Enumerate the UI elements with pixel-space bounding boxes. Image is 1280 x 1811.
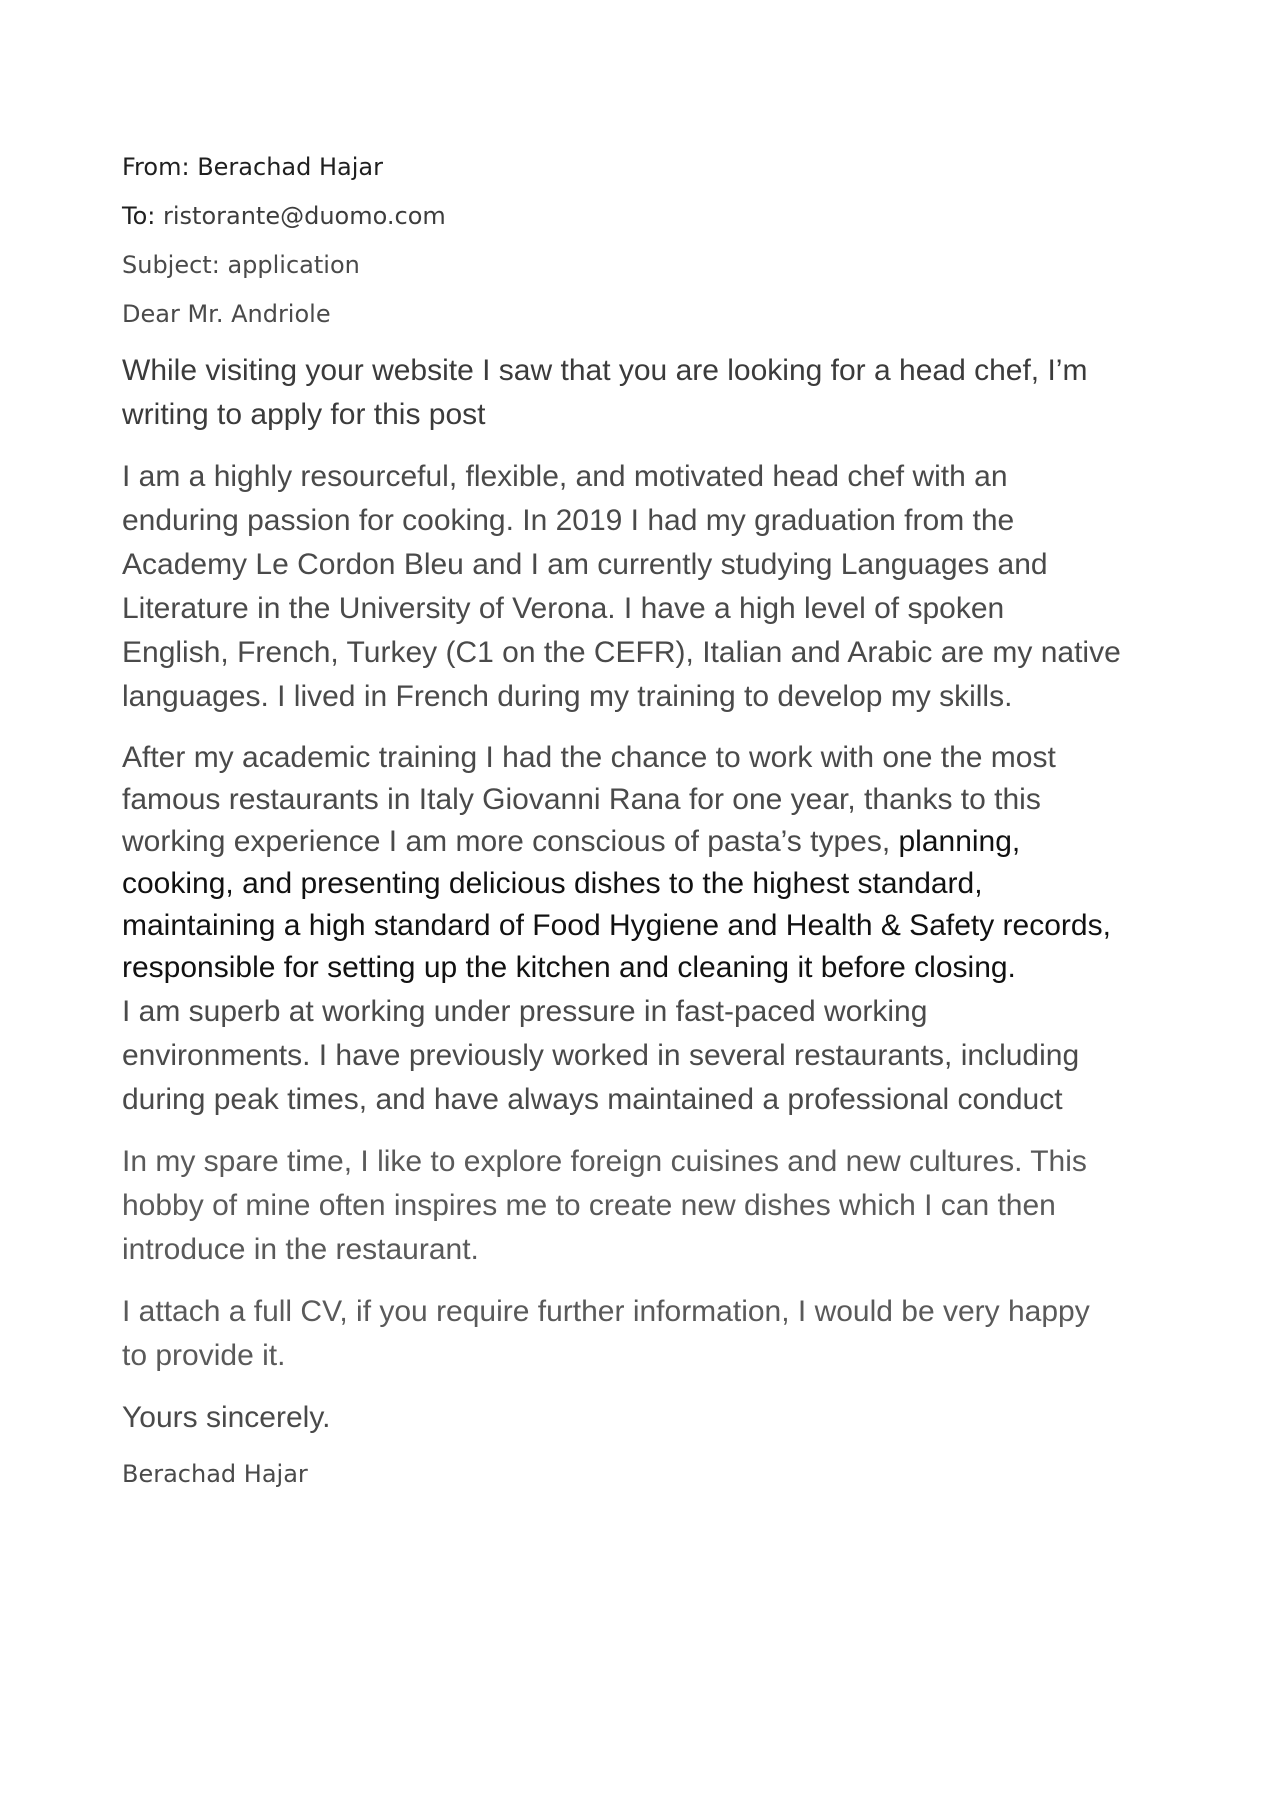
subject-line — [122, 250, 360, 280]
to-label: To: — [122, 202, 156, 230]
text-line: I attach a full CV, if you require further information, I would be very happy — [122, 1295, 1090, 1328]
paragraph-experience — [122, 737, 1202, 989]
text-line: Academy Le Cordon Bleu and I am currently studying Languages and — [122, 548, 1048, 581]
text-line: environments. I have previously worked in several restaurants, including — [122, 1039, 1080, 1072]
to-email: ristorante@duomo.com — [163, 202, 446, 230]
salutation: Dear Mr. Andriole — [122, 300, 331, 328]
text-line: Yours sincerely. — [122, 1401, 331, 1434]
paragraph-background — [122, 455, 1202, 719]
from-label: From: — [122, 153, 190, 181]
from-name: Berachad Hajar — [197, 153, 383, 181]
text-line: cooking, and presenting delicious dishes to the highest standard, — [122, 867, 983, 900]
text-segment-dark: planning, — [890, 825, 1021, 858]
text-line: In my spare time, I like to explore foreign cuisines and new cultures. This — [122, 1145, 1087, 1178]
text-line: I am superb at working under pressure in fast-paced working — [122, 995, 928, 1028]
text-line: during peak times, and have always maintained a professional conduct — [122, 1083, 1063, 1116]
text-line: hobby of mine often inspires me to create new dishes which I can then — [122, 1189, 1056, 1222]
text-line: writing to apply for this post — [122, 398, 486, 431]
paragraph-hobby — [122, 1140, 1202, 1272]
text-segment: working experience I am more conscious of pasta’s types, — [122, 825, 891, 858]
text-line: enduring passion for cooking. In 2019 I had my graduation from the — [122, 504, 1015, 537]
text-line: to provide it. — [122, 1339, 286, 1372]
signature: Berachad Hajar — [122, 1460, 308, 1488]
text-line: After my academic training I had the chance to work with one the most — [122, 741, 1056, 774]
paragraph-attachment — [122, 1290, 1202, 1378]
text-line: English, French, Turkey (C1 on the CEFR), Italian and Arabic are my native — [122, 636, 1121, 669]
text-line: introduce in the restaurant. — [122, 1233, 479, 1266]
text-line: I am a highly resourceful, flexible, and motivated head chef with an — [122, 460, 1008, 493]
closing — [122, 1396, 1202, 1440]
text-line: famous restaurants in Italy Giovanni Rana for one year, thanks to this — [122, 783, 1041, 816]
from-line — [122, 152, 383, 182]
paragraph-pressure — [122, 990, 1202, 1122]
text-line: Literature in the University of Verona. I have a high level of spoken — [122, 592, 1005, 625]
subject-value: application — [227, 251, 360, 279]
text-line: responsible for setting up the kitchen and cleaning it before closing. — [122, 951, 1016, 984]
to-line — [122, 201, 446, 231]
text-line: maintaining a high standard of Food Hygiene and Health & Safety records, — [122, 909, 1111, 942]
paragraph-intro — [122, 349, 1202, 437]
subject-label: Subject: — [122, 251, 220, 279]
text-line — [122, 821, 1202, 863]
text-line: While visiting your website I saw that you are looking for a head chef, I’m — [122, 354, 1088, 387]
text-line: languages. I lived in French during my training to develop my skills. — [122, 680, 1013, 713]
